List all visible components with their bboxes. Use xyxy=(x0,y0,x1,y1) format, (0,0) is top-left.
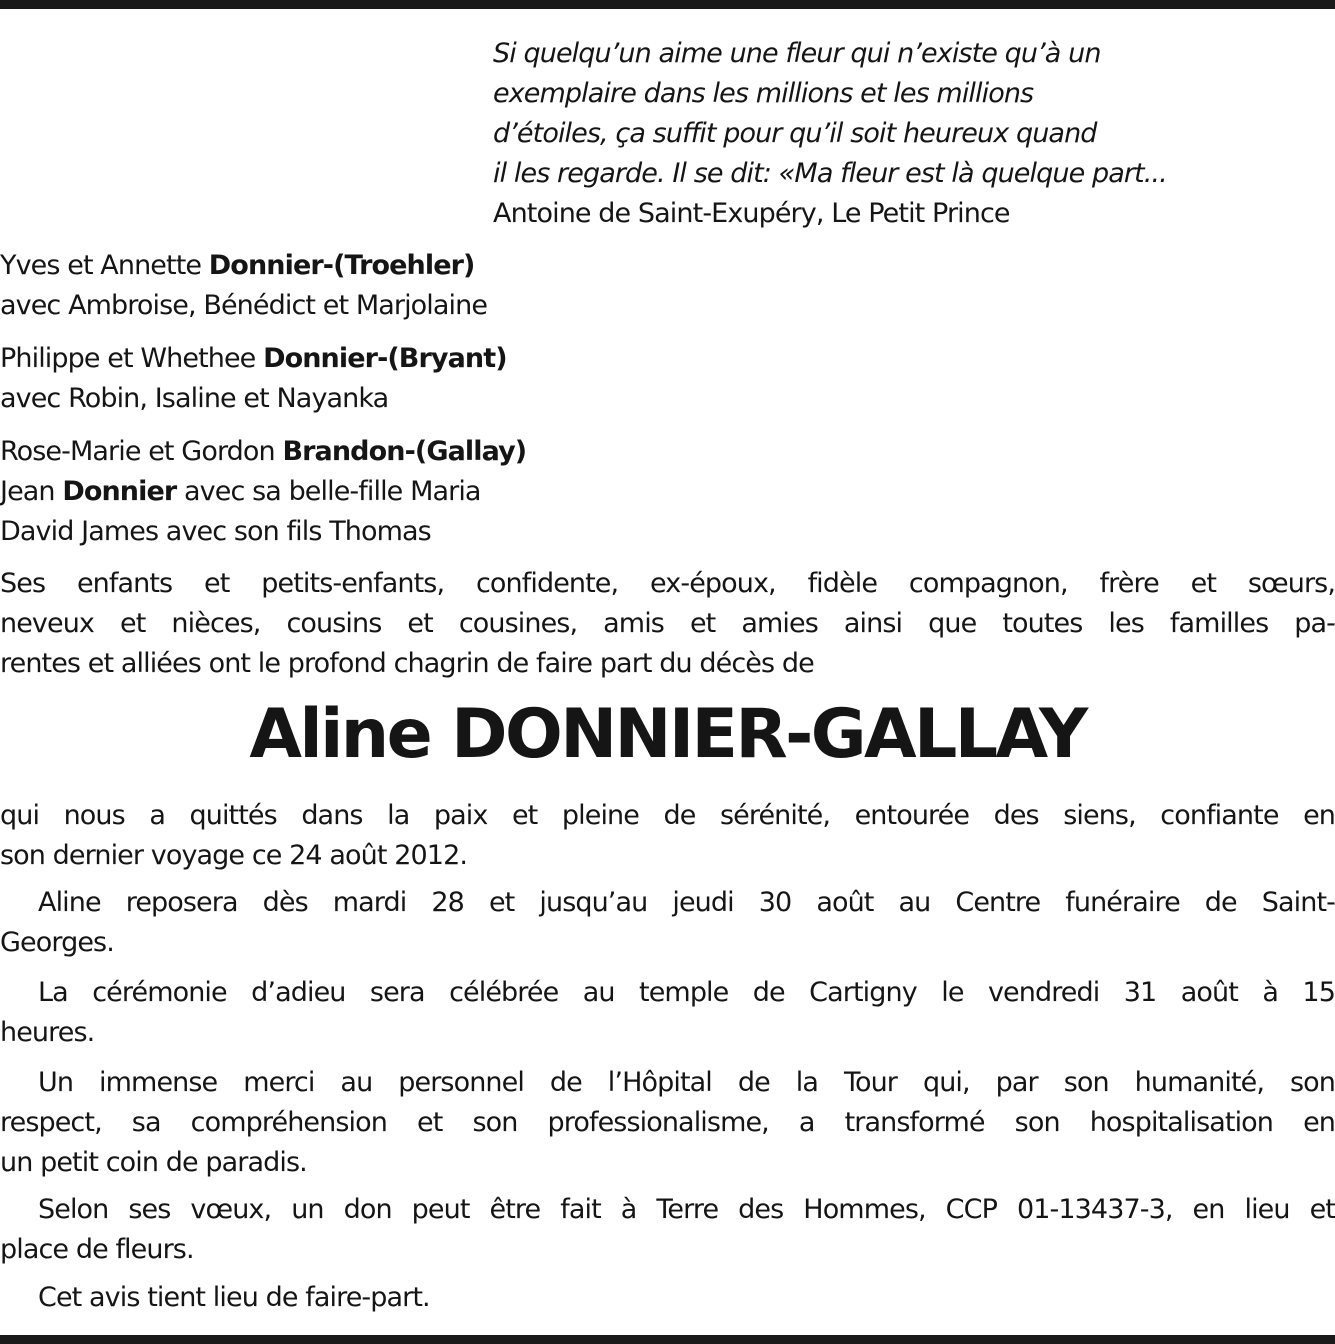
family-line xyxy=(0,432,1335,472)
text-line: un petit coin de paradis. xyxy=(0,1147,307,1178)
family-surname: Donnier xyxy=(62,476,177,507)
body-paragraph-6 xyxy=(0,1278,1335,1318)
family-group-troehler xyxy=(0,246,1335,326)
top-rule xyxy=(0,0,1335,9)
quote-line: d’étoiles, ça suffit pour qu’il soit heureux quand xyxy=(493,118,1097,149)
text-line: son dernier voyage ce 24 août 2012. xyxy=(0,840,468,871)
family-names: avec sa belle-fille Maria xyxy=(176,476,481,507)
text-line: Selon ses vœux, un don peut être fait à Terre des Hommes, CCP 01-13437-3, en lieu et xyxy=(38,1194,1335,1225)
family-names: Rose-Marie et Gordon xyxy=(0,436,283,467)
body-paragraph-1 xyxy=(0,796,1335,876)
text-line: place de fleurs. xyxy=(0,1234,194,1265)
text-line: Aline reposera dès mardi 28 et jusqu’au jeudi 30 août au Centre funéraire de Saint- xyxy=(38,887,1335,918)
quote-line: exemplaire dans les millions et les millions xyxy=(493,78,1034,109)
text-line: Ses enfants et petits-enfants, confidente, ex-époux, fidèle compagnon, frère et sœurs, xyxy=(0,568,1335,599)
family-surname: Donnier-(Bryant) xyxy=(263,343,507,374)
body-paragraph-2 xyxy=(0,883,1335,963)
text-line: qui nous a quittés dans la paix et pleine de sérénité, entourée des siens, confiante en xyxy=(0,800,1335,831)
text-line: respect, sa compréhension et son professionalisme, a transformé son hospitalisation en xyxy=(0,1107,1335,1138)
text-line: La cérémonie d’adieu sera célébrée au temple de Cartigny le vendredi 31 août à 15 xyxy=(38,977,1335,1008)
text-line: heures. xyxy=(0,1017,95,1048)
quote-line: il les regarde. Il se dit: «Ma fleur est là quelque part... xyxy=(493,158,1167,189)
text-line: Un immense merci au personnel de l’Hôpital de la Tour qui, par son humanité, son xyxy=(38,1067,1335,1098)
family-group-bryant xyxy=(0,339,1335,419)
family-surname: Brandon-(Gallay) xyxy=(282,436,527,467)
text-line: Georges. xyxy=(0,927,114,958)
text-line: Cet avis tient lieu de faire-part. xyxy=(38,1282,430,1313)
family-children: avec Robin, Isaline et Nayanka xyxy=(0,383,389,414)
family-surname: Donnier-(Troehler) xyxy=(208,250,475,281)
quote-source: Antoine de Saint-Exupéry, Le Petit Prince xyxy=(493,198,1010,229)
deceased-name: Aline DONNIER-GALLAY xyxy=(249,695,1086,774)
body-paragraph-3 xyxy=(0,973,1335,1053)
family-names: Yves et Annette xyxy=(0,250,209,281)
bottom-rule xyxy=(0,1335,1335,1344)
quote-line: Si quelqu’un aime une fleur qui n’existe qu’à un xyxy=(493,38,1101,69)
family-children: avec Ambroise, Bénédict et Marjolaine xyxy=(0,290,488,321)
body-paragraph-4 xyxy=(0,1063,1335,1183)
text-line: neveux et nièces, cousins et cousines, amis et amies ainsi que toutes les familles pa- xyxy=(0,608,1335,639)
family-line xyxy=(0,472,1335,512)
family-line xyxy=(0,339,1335,379)
epigraph-quote xyxy=(493,34,1333,234)
family-names: Jean xyxy=(0,476,63,507)
family-line: David James avec son fils Thomas xyxy=(0,516,431,547)
family-line xyxy=(0,246,1335,286)
body-paragraph-5 xyxy=(0,1190,1335,1270)
family-group-gallay xyxy=(0,432,1335,552)
intro-paragraph xyxy=(0,564,1335,684)
family-names: Philippe et Whethee xyxy=(0,343,264,374)
text-line: rentes et alliées ont le profond chagrin de faire part du décès de xyxy=(0,648,814,679)
